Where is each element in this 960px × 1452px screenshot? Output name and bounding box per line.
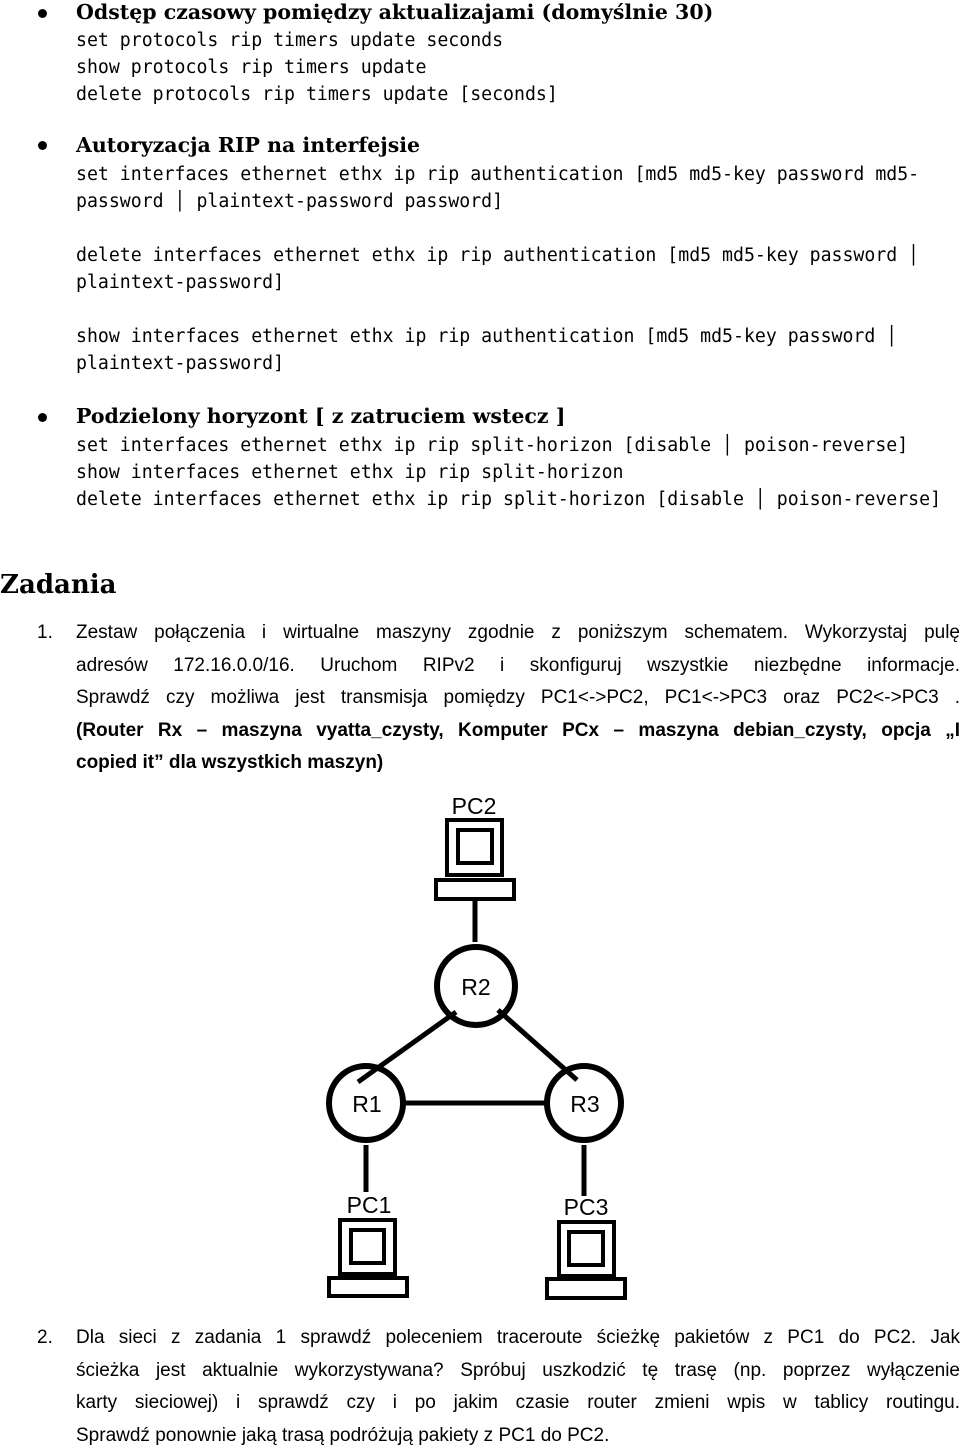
connection-lines [358,900,584,1196]
pc1-computer [329,1192,407,1296]
r2-label: R2 [461,974,490,1000]
monitor-screen [458,830,492,863]
monitor-outer [447,820,502,875]
pc3-label: PC3 [564,1194,609,1220]
link-r2-r1 [358,1012,456,1082]
monitor-screen [351,1230,384,1263]
text-line: adresów 172.16.0.0/16. Uruchom RIPv2 i skonfiguruj wszystkie niezbędne informacje. [76,650,960,683]
task-1-text [76,617,960,780]
router-circle [437,947,515,1025]
router-circle [329,1066,403,1140]
bullet [38,141,47,150]
section-title-split-horizon: Podzielony horyzont [ z zatruciem wstecz ] [76,402,565,430]
text-line: Sprawdź czy możliwa jest transmisja pomiędzy PC1<->PC2, PC1<->PC3 oraz PC2<->PC3 . [76,682,960,715]
pc2-computer [436,793,514,899]
link-r2-r3 [498,1010,577,1080]
code-split-horizon: set interfaces ethernet ethx ip rip split-horizon [disable │ poison-reverse] show interfaces ethernet ethx ip rip split-horizon delete interfaces ethernet ethx ip rip split-horizon [disable │ poison-reverse] [76,432,941,513]
code-authentication-set: set interfaces ethernet ethx ip rip authentication [md5 md5-key password md5- password │ plaintext-password password] [76,161,919,215]
task-2-text [76,1322,960,1452]
bullet [38,9,47,18]
monitor-screen [569,1232,603,1265]
r1-label: R1 [352,1091,381,1117]
keyboard [436,880,514,899]
router-circle [547,1066,621,1140]
pc2-label: PC2 [452,793,497,819]
text-line: ścieżka jest aktualnie wykorzystywana? Spróbuj uszkodzić tę trasę (np. poprzez wyłączenie [76,1355,960,1388]
task-number: 1. [37,617,53,650]
text-line: Sprawdź ponownie jaką trasą podróżują pakiety z PC1 do PC2. [76,1420,960,1452]
pc1-label: PC1 [347,1192,392,1218]
heading-tasks: Zadania [0,568,116,602]
pc3-computer [547,1194,625,1298]
keyboard [547,1279,625,1298]
section-title-authentication: Autoryzacja RIP na interfejsie [76,131,420,159]
monitor-outer [559,1222,614,1276]
text-line: (Router Rx – maszyna vyatta_czysty, Komputer PCx – maszyna debian_czysty, opcja „I [76,715,960,748]
code-authentication-show: show interfaces ethernet ethx ip rip authentication [md5 md5-key password │ plaintext-password] [76,323,897,377]
section-title-timers: Odstęp czasowy pomiędzy aktualizajami (domyślnie 30) [76,0,713,26]
text-line: Dla sieci z zadania 1 sprawdź poleceniem traceroute ścieżkę pakietów z PC1 do PC2. Jak [76,1322,960,1355]
r1-router [329,1066,403,1140]
r2-router [437,947,515,1025]
bullet [38,413,47,422]
monitor-outer [340,1220,395,1274]
text-line: Zestaw połączenia i wirtualne maszyny zgodnie z poniższym schematem. Wykorzystaj pulę [76,617,960,650]
r3-router [547,1066,621,1140]
code-timers: set protocols rip timers update seconds show protocols rip timers update delete protocols rip timers update [seconds] [76,27,558,108]
text-line: copied it” dla wszystkich maszyn) [76,747,960,780]
keyboard [329,1278,407,1296]
code-authentication-delete: delete interfaces ethernet ethx ip rip authentication [md5 md5-key password │ plaintext-password] [76,242,919,296]
text-line: karty sieciowej) i sprawdź czy i po jakim czasie router zmieni wpis w tablicy routingu. [76,1387,960,1420]
task-number: 2. [37,1322,53,1355]
r3-label: R3 [570,1091,599,1117]
